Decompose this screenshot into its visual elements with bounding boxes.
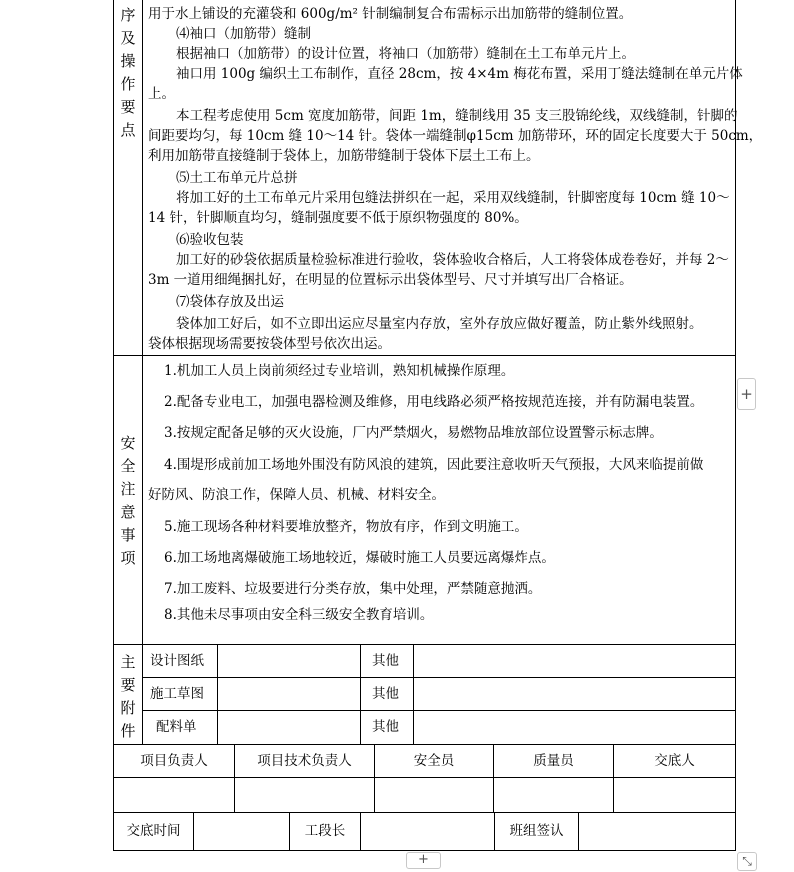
attach-value-other[interactable] [414, 711, 735, 744]
sign-field-project-manager[interactable] [114, 778, 234, 812]
attach-name-construction-sketch: 施工草图 [150, 686, 204, 702]
sign-header-quality-officer: 质量员 [533, 753, 574, 769]
procedure-line: ⑹验收包装 [176, 232, 244, 248]
footer-briefing-time-label: 交底时间 [126, 823, 181, 839]
attach-value-other[interactable] [414, 678, 735, 710]
divider-attachments-signatures [113, 744, 736, 745]
sign-header-safety-officer: 安全员 [413, 753, 455, 769]
procedure-line: ⑷袖口（加筋带）缝制 [176, 26, 311, 42]
sign-header-briefer: 交底人 [654, 753, 695, 769]
procedure-line: ⑺袋体存放及出运 [176, 294, 284, 310]
safety-item: 好防风、防浪工作，保障人员、机械、材料安全。 [148, 487, 445, 503]
safety-item: 3.按规定配备足够的灭火设施，厂内严禁烟火，易燃物品堆放部位设置警示标志牌。 [164, 425, 663, 441]
attach-other-label: 其他 [372, 686, 399, 702]
resize-table-handle[interactable]: ⤡ [737, 852, 757, 871]
sign-header-technical-manager: 项目技术负责人 [257, 753, 352, 769]
divider-procedure-safety [113, 355, 736, 356]
attach-name-material-list: 配料单 [156, 719, 197, 735]
sign-field-technical-manager[interactable] [235, 778, 374, 812]
footer-section-leader-field[interactable] [361, 813, 494, 850]
procedure-line: 14 针，针脚顺直均匀，缝制强度要不低于原织物强度的 80%。 [148, 210, 528, 226]
safety-item: 6.加工场地离爆破施工场地较近，爆破时施工人员要远离爆炸点。 [164, 550, 555, 566]
table-border-bottom [113, 850, 736, 851]
procedure-line: 加工好的砂袋依据质量检验标准进行验收，袋体验收合格后，人工将袋体成卷卷好，并每 2～ [176, 252, 729, 268]
safety-item: 5.施工现场各种材料要堆放整齐，物放有序，作到文明施工。 [164, 519, 528, 535]
attach-value-design-drawings[interactable] [218, 645, 360, 677]
safety-item: 1.机加工人员上岗前须经过专业培训，熟知机械操作原理。 [164, 363, 515, 379]
add-row-button[interactable]: + [406, 852, 441, 869]
add-column-button[interactable]: + [737, 378, 756, 410]
procedure-line: 袋体加工好后，如不立即出运应尽量室内存放，室外存放应做好覆盖，防止紫外线照射。 [176, 316, 703, 332]
sign-field-quality-officer[interactable] [494, 778, 613, 812]
procedure-line: 袖口用 100g 编织土工布制作，直径 28cm，按 4×4m 梅花布置，采用丁缝法缝制在单元片体 [176, 66, 743, 82]
safety-item: 7.加工废料、垃圾要进行分类存放，集中处理，严禁随意抛洒。 [164, 581, 542, 597]
attach-other-label: 其他 [372, 719, 399, 735]
procedure-line: 根据袖口（加筋带）的设计位置，将袖口（加筋带）缝制在土工布单元片上。 [176, 46, 635, 62]
attach-col-line-2 [360, 644, 361, 744]
sign-header-project-manager: 项目负责人 [140, 753, 208, 769]
attach-name-design-drawings: 设计图纸 [150, 653, 204, 669]
procedure-line: 用于水上铺设的充灌袋和 600g/m² 针制编制复合布需标示出加筋带的缝制位置。 [148, 6, 633, 22]
attachments-label: 主要附件 [120, 653, 136, 740]
safety-item: 8.其他未尽事项由安全科三级安全教育培训。 [164, 607, 434, 623]
footer-team-sign-label: 班组签认 [509, 823, 564, 839]
safety-label: 安全注意事项 [120, 434, 136, 567]
attach-value-construction-sketch[interactable] [218, 678, 360, 710]
safety-item: 4.围堤形成前加工场地外围没有防风浪的建筑，因此要注意收听天气预报，大风来临提前做 [164, 457, 704, 473]
procedure-line: ⑸土工布单元片总拼 [176, 170, 298, 186]
safety-item: 2.配备专业电工，加强电器检测及维修，用电线路必须严格按规范连接，并有防漏电装置。 [164, 394, 704, 410]
procedure-line: 间距要均匀，每 10cm 缝 10～14 针。袋体一端缝制φ15cm 加筋带环，环的固定长度要大于 50cm， [148, 128, 763, 144]
footer-section-leader-label: 工段长 [304, 823, 346, 839]
footer-briefing-time-field[interactable] [194, 813, 289, 850]
sign-field-briefer[interactable] [614, 778, 735, 812]
procedure-line: 将加工好的土工布单元片采用包缝法拼织在一起，采用双线缝制，针脚密度每 10cm 缝 10～ [176, 190, 730, 206]
sign-field-safety-officer[interactable] [375, 778, 493, 812]
attach-other-label: 其他 [372, 653, 399, 669]
attach-value-material-list[interactable] [218, 711, 360, 744]
procedure-label: 序及操作要点 [120, 6, 136, 139]
attach-value-other[interactable] [414, 645, 735, 677]
label-column-divider [142, 0, 143, 744]
procedure-line: 袋体根据现场需要按袋体型号依次出运。 [148, 336, 391, 352]
procedure-line: 利用加筋带直接缝制于袋体上，加筋带缝制于袋体下层土工布上。 [148, 148, 540, 164]
procedure-line: 3m 一道用细绳捆扎好，在明显的位置标示出袋体型号、尺寸并填写出厂合格证。 [148, 272, 633, 288]
footer-team-sign-field[interactable] [579, 813, 735, 850]
table-border-left [113, 0, 114, 851]
procedure-line: 上。 [148, 86, 175, 102]
procedure-line: 本工程考虑使用 5cm 宽度加筋带，间距 1m，缝制线用 35 支三股锦纶线，双线缝制，针脚的 [176, 108, 738, 124]
